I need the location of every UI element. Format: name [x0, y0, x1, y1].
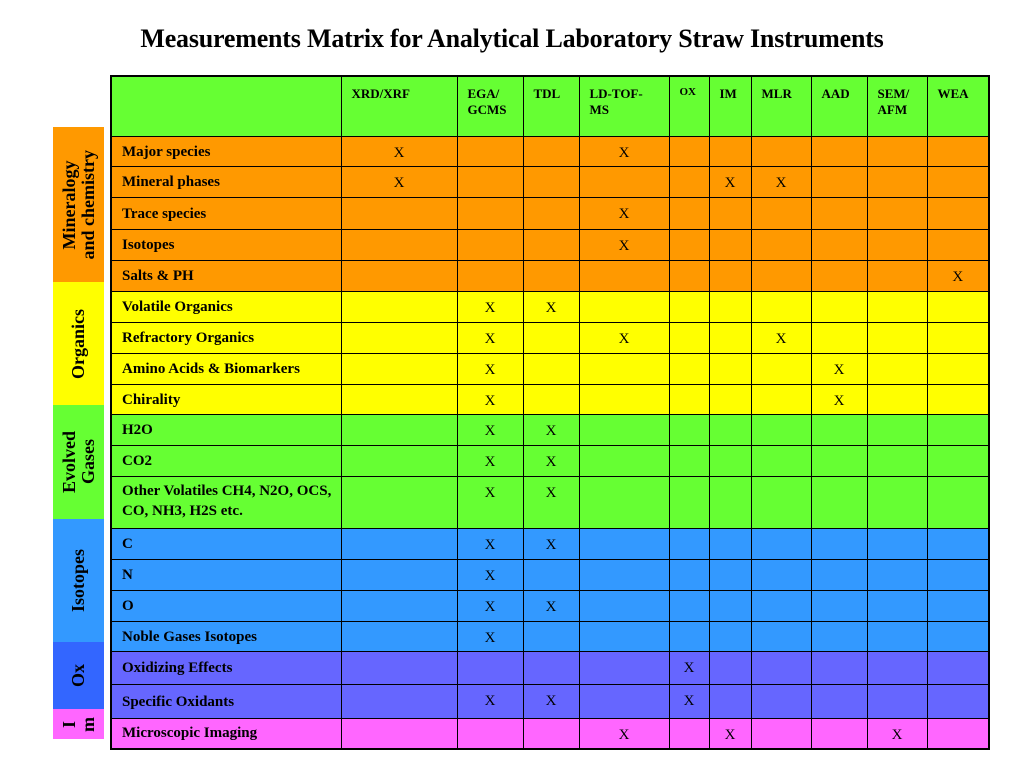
matrix-cell — [811, 591, 867, 622]
row-label: H2O — [111, 415, 341, 446]
matrix-cell — [709, 261, 751, 292]
matrix-cell — [579, 591, 669, 622]
matrix-cell — [751, 198, 811, 230]
matrix-cell — [927, 591, 989, 622]
matrix-cell — [867, 415, 927, 446]
column-header: IM — [709, 76, 751, 137]
matrix-cell — [811, 560, 867, 591]
row-label: N — [111, 560, 341, 591]
matrix-cell — [927, 685, 989, 719]
matrix-cell: X — [523, 685, 579, 719]
matrix-cell — [669, 560, 709, 591]
matrix-cell — [867, 591, 927, 622]
matrix-cell — [341, 292, 457, 323]
matrix-cell — [811, 415, 867, 446]
matrix-cell — [811, 477, 867, 529]
matrix-cell — [457, 652, 523, 685]
matrix-cell — [669, 719, 709, 749]
matrix-cell — [867, 292, 927, 323]
matrix-cell — [751, 622, 811, 652]
matrix-cell — [751, 446, 811, 477]
row-label: Chirality — [111, 385, 341, 415]
row-label: Oxidizing Effects — [111, 652, 341, 685]
matrix-cell: X — [457, 591, 523, 622]
matrix-cell — [457, 198, 523, 230]
matrix-cell — [579, 560, 669, 591]
matrix-cell — [341, 529, 457, 560]
matrix-cell: X — [579, 719, 669, 749]
matrix-cell: X — [751, 323, 811, 354]
matrix-cell: X — [523, 292, 579, 323]
matrix-cell: X — [457, 446, 523, 477]
matrix-cell: X — [523, 591, 579, 622]
matrix-cell — [867, 354, 927, 385]
matrix-cell — [927, 415, 989, 446]
row-group — [53, 519, 104, 642]
table-row — [111, 323, 989, 354]
row-label: Trace species — [111, 198, 341, 230]
matrix-cell — [927, 652, 989, 685]
matrix-cell — [523, 323, 579, 354]
row-label: Other Volatiles CH4, N2O, OCS, CO, NH3, H2S etc. — [111, 477, 341, 529]
matrix-cell — [709, 137, 751, 167]
matrix-cell — [579, 622, 669, 652]
matrix-cell — [751, 230, 811, 261]
matrix-cell — [811, 292, 867, 323]
page-title: Measurements Matrix for Analytical Laboratory Straw Instruments — [140, 24, 884, 53]
matrix-cell — [669, 622, 709, 652]
matrix-cell — [579, 446, 669, 477]
matrix-cell: X — [709, 167, 751, 198]
matrix-cell — [751, 560, 811, 591]
matrix-cell: X — [669, 685, 709, 719]
matrix-cell — [927, 167, 989, 198]
column-header: MLR — [751, 76, 811, 137]
matrix-cell — [341, 685, 457, 719]
matrix-cell — [751, 652, 811, 685]
matrix-cell — [341, 198, 457, 230]
matrix-cell: X — [579, 230, 669, 261]
matrix-cell — [867, 230, 927, 261]
matrix-cell — [867, 477, 927, 529]
matrix-cell — [709, 591, 751, 622]
matrix-cell: X — [457, 385, 523, 415]
row-label: Isotopes — [111, 230, 341, 261]
matrix-cell — [927, 385, 989, 415]
matrix-cell — [341, 560, 457, 591]
matrix-cell: X — [457, 477, 523, 529]
matrix-cell — [523, 354, 579, 385]
table-row — [111, 652, 989, 685]
matrix-cell — [579, 385, 669, 415]
matrix-cell — [579, 354, 669, 385]
matrix-cell — [341, 652, 457, 685]
matrix-cell — [867, 560, 927, 591]
matrix-cell: X — [457, 415, 523, 446]
matrix-cell — [927, 354, 989, 385]
matrix-cell: X — [523, 477, 579, 529]
column-header: AAD — [811, 76, 867, 137]
matrix-cell — [457, 719, 523, 749]
matrix-cell — [523, 167, 579, 198]
matrix-cell — [927, 622, 989, 652]
row-group-label: Ox — [68, 663, 88, 687]
matrix-cell — [669, 323, 709, 354]
matrix-cell — [669, 167, 709, 198]
column-header: WEA — [927, 76, 989, 137]
matrix-cell — [669, 415, 709, 446]
column-header: TDL — [523, 76, 579, 137]
matrix-cell — [709, 652, 751, 685]
column-header: OX — [669, 76, 709, 137]
matrix-cell — [811, 167, 867, 198]
matrix-cell — [751, 415, 811, 446]
matrix-cell — [669, 385, 709, 415]
matrix-cell — [669, 261, 709, 292]
matrix-body — [111, 137, 989, 749]
matrix-cell — [523, 719, 579, 749]
matrix-cell — [811, 719, 867, 749]
matrix-cell — [579, 261, 669, 292]
matrix-cell — [341, 230, 457, 261]
matrix-cell: X — [579, 137, 669, 167]
matrix-cell: X — [867, 719, 927, 749]
matrix-cell — [927, 137, 989, 167]
header-corner-cell — [111, 76, 341, 137]
table-row — [111, 261, 989, 292]
matrix-cell: X — [457, 292, 523, 323]
matrix-cell — [811, 622, 867, 652]
matrix-cell — [709, 323, 751, 354]
matrix-cell — [709, 230, 751, 261]
matrix-cell — [669, 529, 709, 560]
matrix-cell — [751, 261, 811, 292]
measurements-matrix — [110, 75, 990, 750]
matrix-cell — [709, 477, 751, 529]
matrix-cell — [341, 385, 457, 415]
table-row — [111, 385, 989, 415]
column-header: LD-TOF- MS — [579, 76, 669, 137]
row-label: C — [111, 529, 341, 560]
row-group — [53, 127, 104, 282]
matrix-cell: X — [927, 261, 989, 292]
matrix-cell — [751, 477, 811, 529]
matrix-cell — [523, 261, 579, 292]
table-row — [111, 230, 989, 261]
matrix-cell — [341, 719, 457, 749]
matrix-cell — [709, 354, 751, 385]
matrix-cell — [867, 685, 927, 719]
matrix-cell: X — [341, 137, 457, 167]
matrix-cell — [927, 323, 989, 354]
row-group-label: Mineralogy and chemistry — [58, 149, 98, 260]
row-group-label: Evolved Gases — [58, 430, 98, 493]
matrix-cell — [867, 446, 927, 477]
matrix-cell — [709, 560, 751, 591]
matrix-cell — [669, 591, 709, 622]
matrix-cell — [867, 323, 927, 354]
matrix-cell — [867, 137, 927, 167]
row-label: Microscopic Imaging — [111, 719, 341, 749]
row-label: Volatile Organics — [111, 292, 341, 323]
matrix-cell — [579, 685, 669, 719]
table-row — [111, 446, 989, 477]
row-group — [53, 405, 104, 519]
matrix-cell — [811, 198, 867, 230]
matrix-cell: X — [579, 198, 669, 230]
matrix-cell — [709, 385, 751, 415]
matrix-cell — [523, 560, 579, 591]
matrix-cell — [751, 354, 811, 385]
matrix-cell: X — [811, 385, 867, 415]
matrix-cell: X — [811, 354, 867, 385]
matrix-cell: X — [457, 529, 523, 560]
matrix-cell — [579, 652, 669, 685]
matrix-cell — [669, 137, 709, 167]
matrix-cell — [751, 591, 811, 622]
matrix-cell — [751, 385, 811, 415]
column-header: SEM/ AFM — [867, 76, 927, 137]
matrix-cell: X — [457, 622, 523, 652]
row-group — [53, 642, 104, 709]
matrix-cell — [341, 261, 457, 292]
matrix-cell — [341, 591, 457, 622]
row-label: Major species — [111, 137, 341, 167]
matrix-cell — [523, 230, 579, 261]
table-row — [111, 685, 989, 719]
matrix-cell — [523, 198, 579, 230]
table-row — [111, 560, 989, 591]
matrix-cell: X — [579, 323, 669, 354]
table-row — [111, 354, 989, 385]
matrix-cell: X — [457, 323, 523, 354]
table-row — [111, 477, 989, 529]
matrix-cell — [457, 230, 523, 261]
table-row — [111, 137, 989, 167]
matrix-cell — [579, 529, 669, 560]
matrix-cell — [669, 292, 709, 323]
matrix-cell — [811, 323, 867, 354]
matrix-cell: X — [457, 685, 523, 719]
matrix-cell — [811, 137, 867, 167]
matrix-cell — [341, 622, 457, 652]
table-row — [111, 529, 989, 560]
matrix-cell — [751, 529, 811, 560]
matrix-cell: X — [709, 719, 751, 749]
table-row — [111, 292, 989, 323]
matrix-cell — [927, 719, 989, 749]
matrix-cell — [709, 198, 751, 230]
matrix-cell — [867, 198, 927, 230]
matrix-cell — [579, 477, 669, 529]
header-row — [111, 76, 989, 137]
matrix-cell — [811, 652, 867, 685]
matrix-cell: X — [341, 167, 457, 198]
column-header: XRD/XRF — [341, 76, 457, 137]
matrix-cell — [811, 685, 867, 719]
row-label: Specific Oxidants — [111, 685, 341, 719]
matrix-cell — [523, 622, 579, 652]
table-row — [111, 198, 989, 230]
matrix-cell — [709, 622, 751, 652]
matrix-cell — [669, 354, 709, 385]
matrix-cell — [867, 622, 927, 652]
row-label: Refractory Organics — [111, 323, 341, 354]
matrix-cell — [751, 292, 811, 323]
matrix-cell: X — [751, 167, 811, 198]
matrix-cell — [751, 685, 811, 719]
matrix-cell — [669, 198, 709, 230]
matrix-cell: X — [457, 560, 523, 591]
matrix-cell — [457, 261, 523, 292]
matrix-cell — [523, 385, 579, 415]
matrix-cell — [927, 477, 989, 529]
matrix-cell — [811, 529, 867, 560]
matrix-cell — [751, 719, 811, 749]
matrix-cell — [669, 446, 709, 477]
matrix-cell — [523, 137, 579, 167]
row-label: Mineral phases — [111, 167, 341, 198]
matrix-cell — [579, 415, 669, 446]
matrix-cell — [457, 137, 523, 167]
matrix-cell — [867, 261, 927, 292]
matrix-cell — [709, 529, 751, 560]
matrix-cell: X — [669, 652, 709, 685]
matrix-cell — [341, 446, 457, 477]
table-row — [111, 415, 989, 446]
matrix-cell: X — [523, 529, 579, 560]
matrix-cell — [579, 292, 669, 323]
matrix-cell — [867, 385, 927, 415]
matrix-cell — [341, 354, 457, 385]
matrix-cell — [579, 167, 669, 198]
matrix-cell — [751, 137, 811, 167]
matrix-cell — [709, 685, 751, 719]
matrix-cell — [341, 323, 457, 354]
matrix-cell — [811, 446, 867, 477]
matrix-cell — [341, 415, 457, 446]
matrix-cell — [927, 198, 989, 230]
table-row — [111, 591, 989, 622]
matrix-cell: X — [523, 415, 579, 446]
matrix-cell — [341, 477, 457, 529]
row-group — [53, 709, 104, 739]
matrix-cell — [927, 292, 989, 323]
column-header: EGA/ GCMS — [457, 76, 523, 137]
matrix-cell — [867, 167, 927, 198]
row-label: O — [111, 591, 341, 622]
matrix-cell — [867, 529, 927, 560]
matrix-cell — [709, 446, 751, 477]
row-label: Noble Gases Isotopes — [111, 622, 341, 652]
row-group — [53, 282, 104, 405]
matrix-cell — [927, 529, 989, 560]
matrix-cell — [927, 560, 989, 591]
row-group-label: Isotopes — [68, 548, 88, 612]
matrix-cell — [867, 652, 927, 685]
row-label: CO2 — [111, 446, 341, 477]
table-row — [111, 622, 989, 652]
matrix-cell — [927, 446, 989, 477]
matrix-cell: X — [457, 354, 523, 385]
table-row — [111, 167, 989, 198]
row-label: Amino Acids & Biomarkers — [111, 354, 341, 385]
matrix-cell — [811, 230, 867, 261]
row-label: Salts & PH — [111, 261, 341, 292]
row-group-label: I m — [58, 716, 98, 732]
matrix-cell — [709, 292, 751, 323]
matrix-cell — [709, 415, 751, 446]
matrix-cell — [811, 261, 867, 292]
matrix-cell — [927, 230, 989, 261]
matrix-cell — [669, 230, 709, 261]
row-group-label: Organics — [68, 308, 88, 379]
matrix-cell — [457, 167, 523, 198]
matrix-cell: X — [523, 446, 579, 477]
table-row — [111, 719, 989, 749]
matrix-cell — [669, 477, 709, 529]
matrix-cell — [523, 652, 579, 685]
